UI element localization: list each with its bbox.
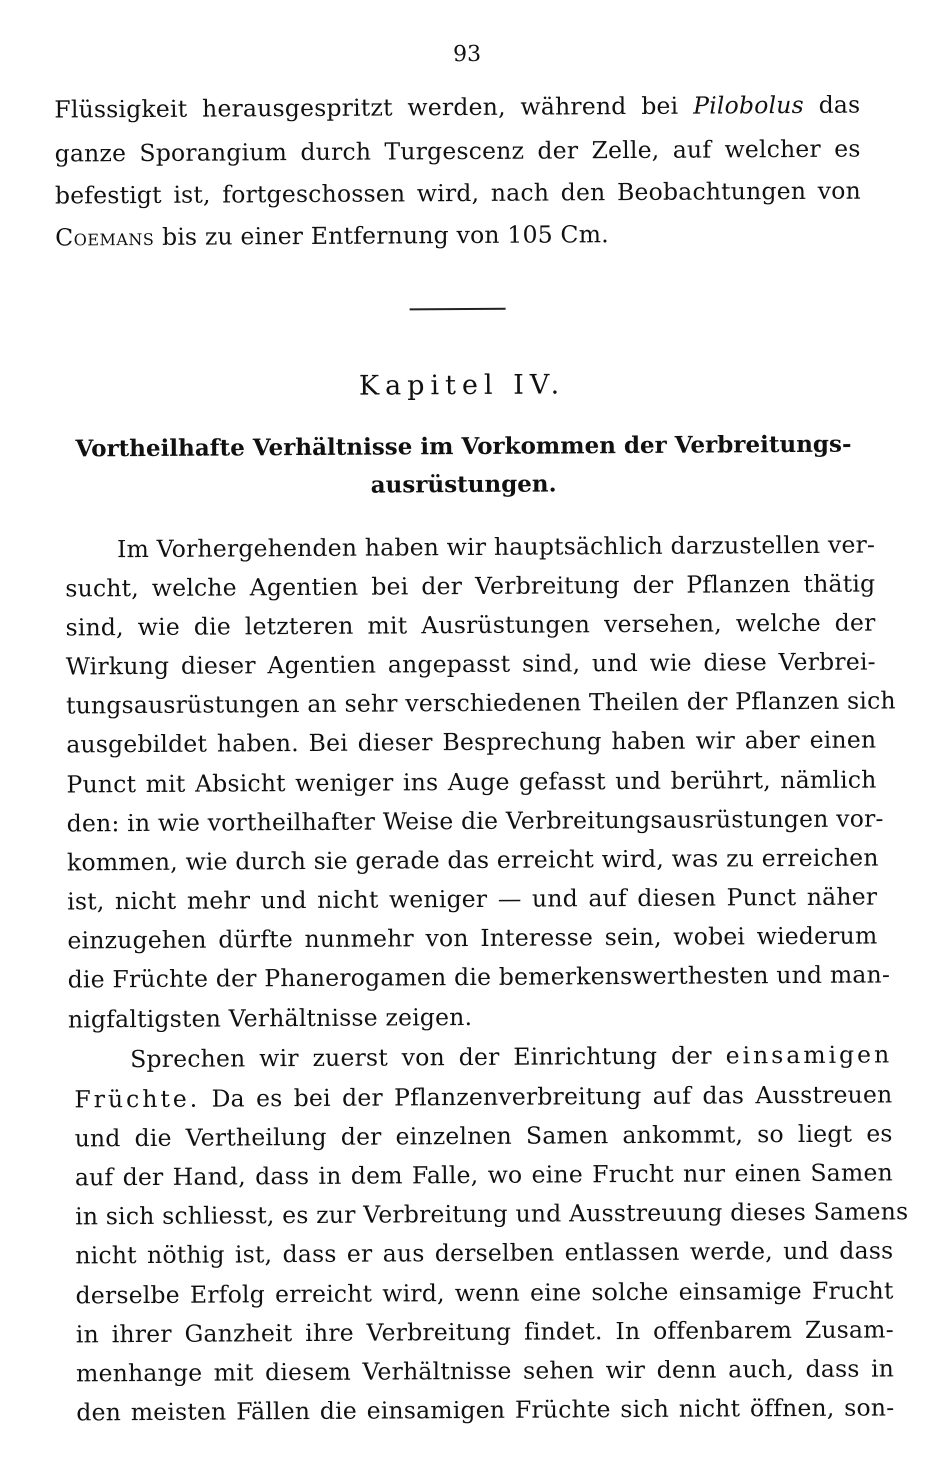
text-line: den meisten Fällen die einsamigen Früchte sich nicht öffnen, son-	[76, 1393, 895, 1427]
page-number: 93	[452, 41, 482, 68]
emphasized-term: einsamigen	[725, 1040, 893, 1070]
text-line: auf der Hand, dass in dem Falle, wo eine Frucht nur einen Samen	[74, 1158, 893, 1192]
text-line: Sprechen wir zuerst von der Einrichtung der einsamigen	[130, 1040, 893, 1074]
text-line: menhange mit diesem Verhältnisse sehen wir denn auch, dass in	[76, 1354, 895, 1388]
chapter-title: Kapitel IV.	[358, 369, 566, 402]
text-line: tungsausrüstungen an sehr verschiedenen Theilen der Pflanzen sich	[65, 686, 896, 720]
text-line: Punct mit Absicht weniger ins Auge gefasst und berührt, nämlich	[66, 765, 877, 799]
chapter-heading-line: Vortheilhafte Verhältnisse im Vorkommen der Verbreitungs-	[75, 430, 852, 463]
emphasized-term: Früchte.	[74, 1084, 201, 1114]
text-line: derselbe Erfolg erreicht wird, wenn eine solche einsamige Frucht	[75, 1276, 894, 1310]
author-name: Coemans	[55, 222, 155, 252]
text-line: Früchte. Da es bei der Pflanzenverbreitung auf das Ausstreuen	[74, 1080, 893, 1114]
text-line: den: in wie vortheilhafter Weise die Verbreitungsausrüstungen vor-	[66, 804, 884, 838]
text-line: nigfaltigsten Verhältnisse zeigen.	[67, 1002, 473, 1034]
text-line: Flüssigkeit herausgespritzt werden, während bei Pilobolus das	[54, 90, 861, 124]
text-line: kommen, wie durch sie gerade das erreicht wird, was zu erreichen	[66, 843, 879, 877]
text-line: sucht, welche Agentien bei der Verbreitung der Pflanzen thätig	[65, 569, 876, 603]
text-line: Wirkung dieser Agentien angepasst sind, und wie diese Verbrei-	[65, 647, 876, 681]
chapter-heading-line: ausrüstungen.	[370, 470, 557, 499]
text-line: nicht nöthig ist, dass er aus derselben entlassen werde, und dass	[75, 1236, 894, 1270]
text-line: einzugehen dürfte nunmehr von Interesse sein, wobei wiederum	[67, 921, 878, 955]
text-line: und die Vertheilung der einzelnen Samen ankommt, so liegt es	[74, 1119, 893, 1153]
text-line: ganze Sporangium durch Turgescenz der Zelle, auf welcher es	[54, 134, 861, 168]
text-line: Im Vorhergehenden haben wir hauptsächlich darzustellen ver-	[116, 530, 876, 564]
text-line: ist, nicht mehr und nicht weniger — und auf diesen Punct näher	[67, 882, 878, 916]
text-line: in sich schliesst, es zur Verbreitung und Ausstreuung dieses Samens	[75, 1197, 909, 1231]
text-line: die Früchte der Phanerogamen die bemerkenswerthesten und man-	[67, 960, 891, 994]
text-line: sind, wie die letzteren mit Ausrüstungen versehen, welche der	[65, 608, 876, 642]
section-divider	[410, 308, 506, 311]
text-line: ausgebildet haben. Bei dieser Besprechung haben wir aber einen	[66, 725, 877, 759]
italic-term: Pilobolus	[693, 90, 804, 120]
text-line: befestigt ist, fortgeschossen wird, nach den Beobachtungen von	[54, 176, 861, 210]
text-line: Coemans bis zu einer Entfernung von 105 Cm.	[55, 220, 609, 252]
text-line: in ihrer Ganzheit ihre Verbreitung findet. In offenbarem Zusam-	[75, 1315, 894, 1349]
